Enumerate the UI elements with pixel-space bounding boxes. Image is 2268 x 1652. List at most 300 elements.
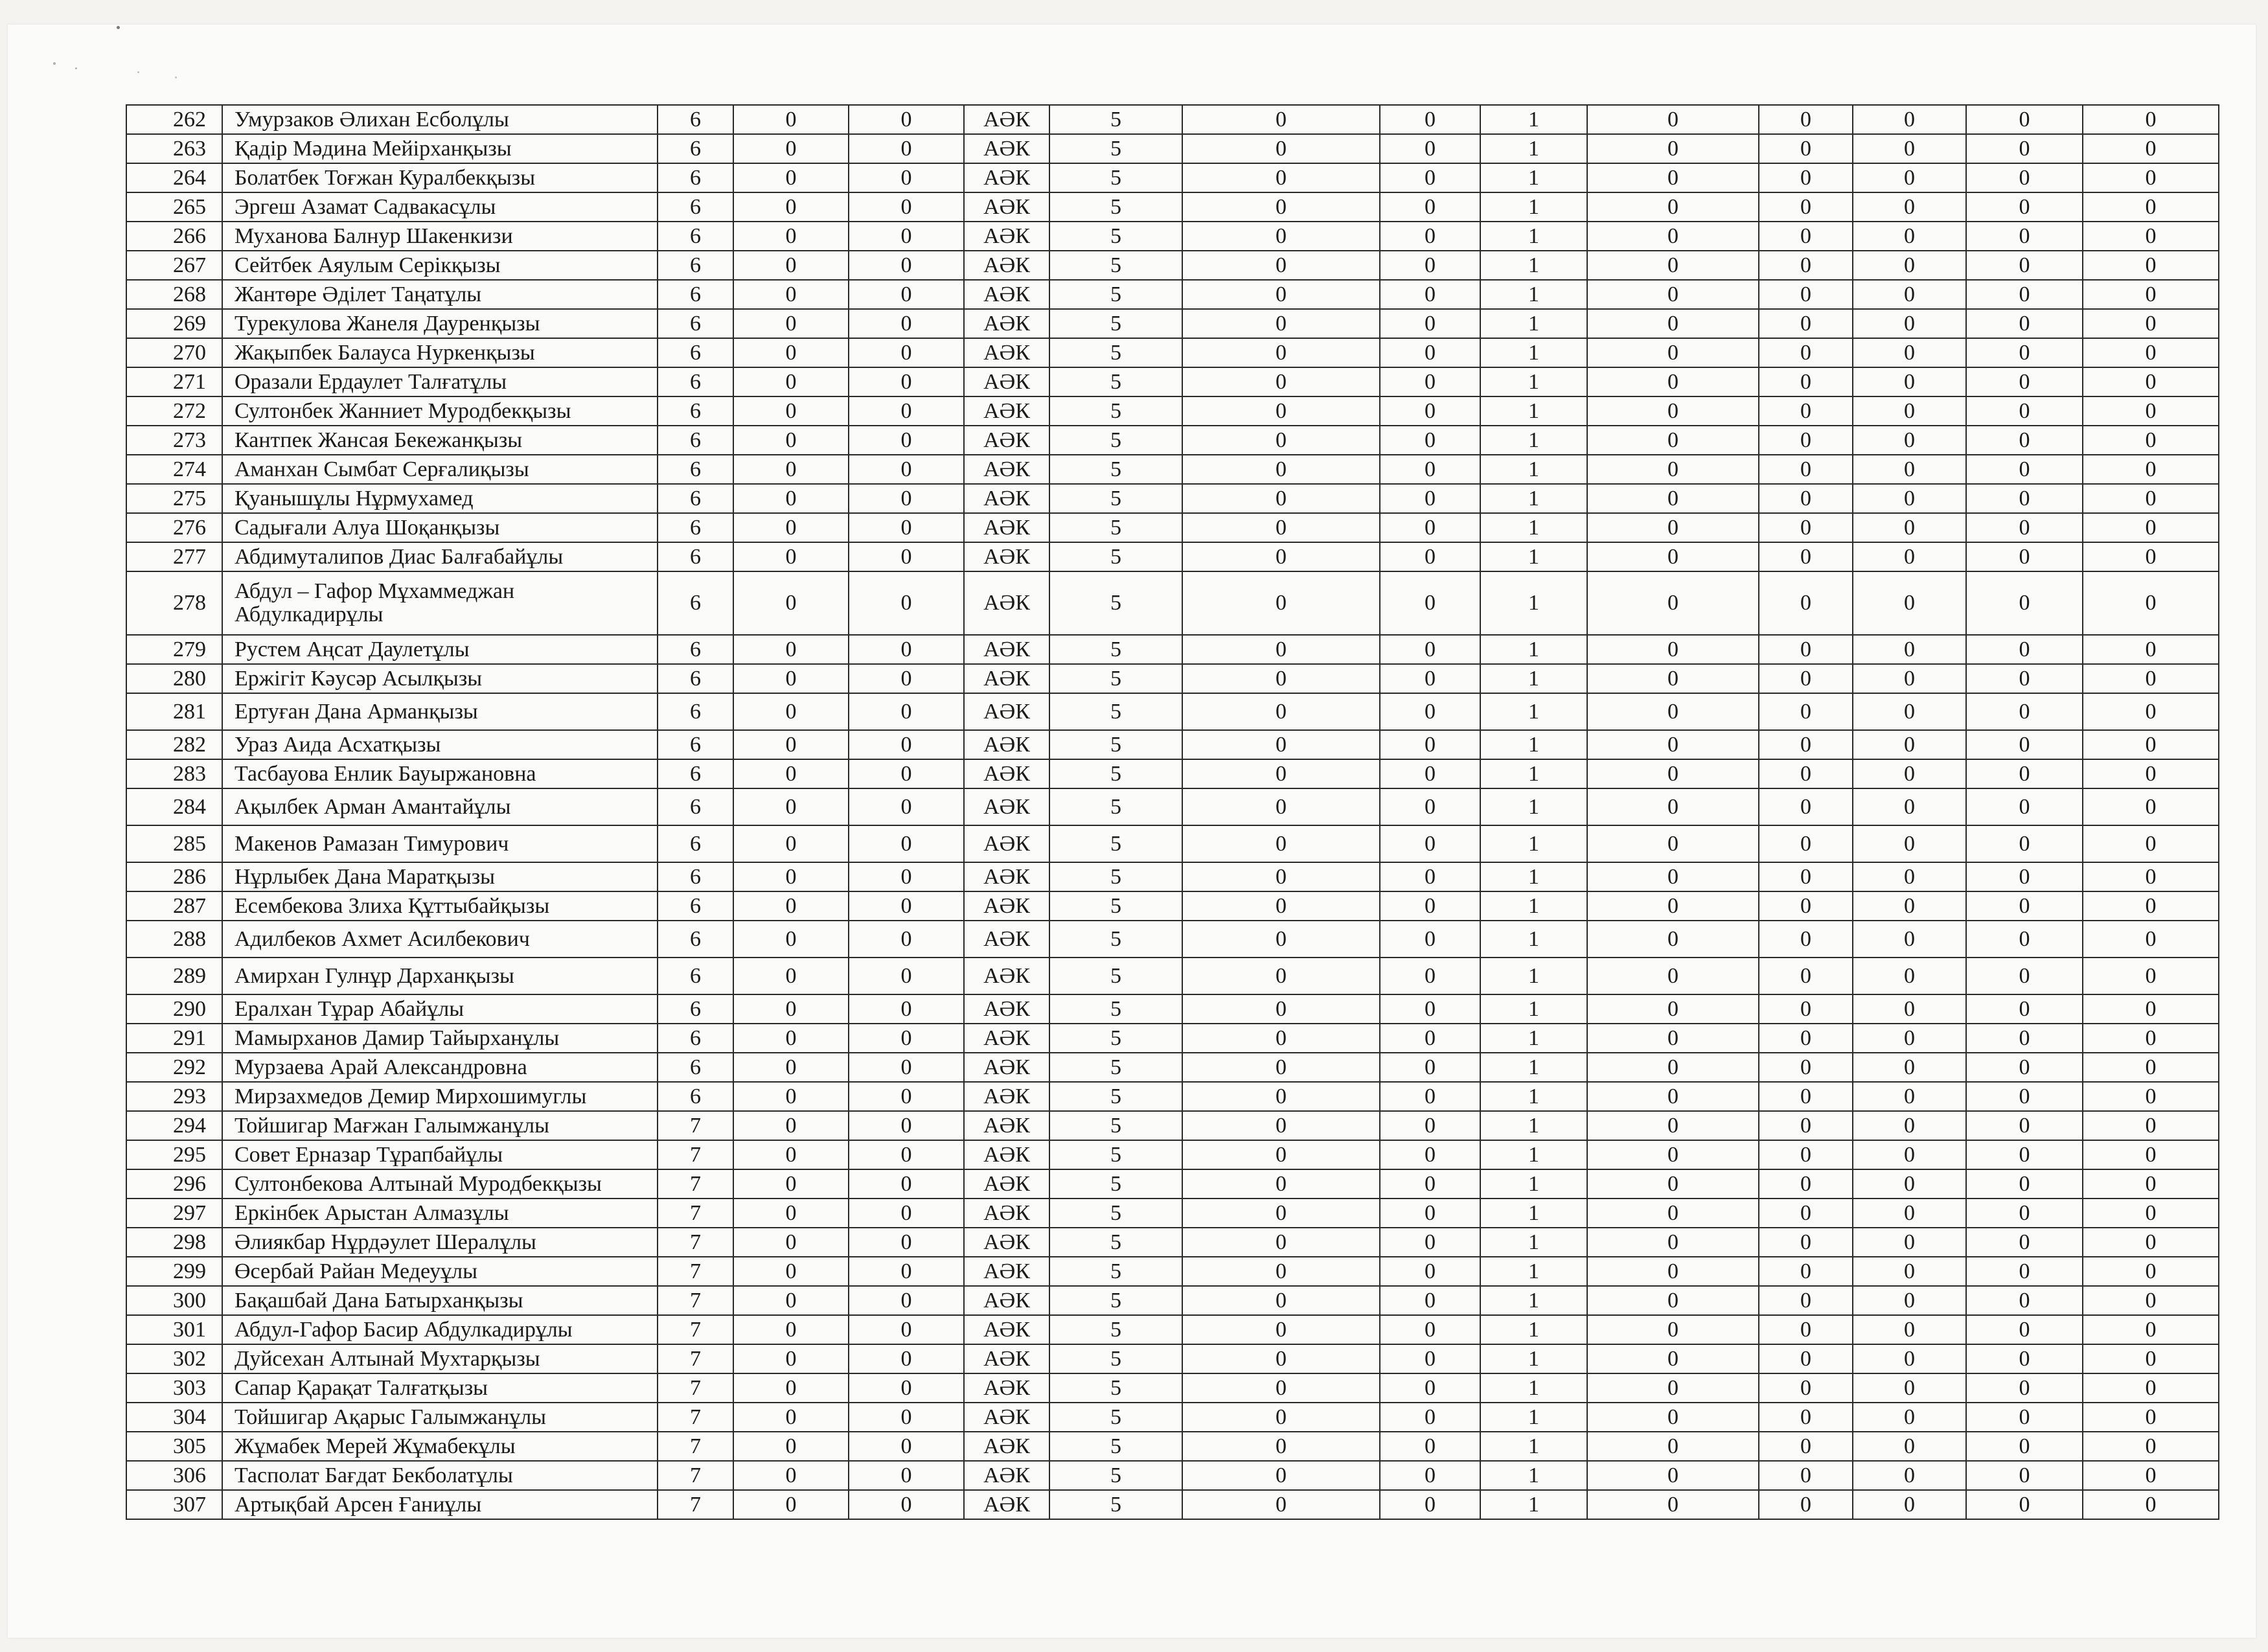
grade-cell: 6 (658, 664, 733, 693)
grade-cell: 7 (658, 1315, 733, 1344)
value-cell: 0 (1853, 309, 1966, 338)
value-cell: 0 (1587, 1286, 1759, 1315)
grade-cell: 6 (658, 222, 733, 251)
value-cell: 0 (1182, 788, 1380, 825)
value-cell: 1 (1480, 1257, 1587, 1286)
row-number: 284 (126, 788, 222, 825)
value-cell: 0 (1380, 1111, 1480, 1140)
value-cell: 0 (1182, 542, 1380, 571)
value-cell: 0 (1759, 309, 1853, 338)
value-cell: 0 (1182, 484, 1380, 513)
table-row (126, 693, 2219, 730)
row-number: 305 (126, 1432, 222, 1461)
grade-cell: 6 (658, 455, 733, 484)
language-code-cell: АӘК (964, 484, 1049, 513)
value-cell: 0 (1759, 1169, 1853, 1199)
value-cell: 0 (733, 513, 849, 542)
value-cell: 0 (2083, 571, 2219, 635)
value-cell: 0 (1853, 1432, 1966, 1461)
value-cell: 5 (1049, 367, 1182, 396)
value-cell: 0 (1966, 542, 2083, 571)
value-cell: 0 (1182, 1228, 1380, 1257)
student-name: Жұмабек Мерей Жұмабекұлы (222, 1432, 658, 1461)
language-code-cell: АӘК (964, 1344, 1049, 1373)
value-cell: 0 (2083, 1432, 2219, 1461)
value-cell: 0 (2083, 921, 2219, 958)
value-cell: 1 (1480, 730, 1587, 759)
value-cell: 0 (1759, 571, 1853, 635)
value-cell: 0 (1587, 1111, 1759, 1140)
value-cell: 0 (849, 484, 964, 513)
value-cell: 0 (733, 1461, 849, 1490)
value-cell: 0 (1966, 251, 2083, 280)
value-cell: 0 (733, 891, 849, 921)
value-cell: 0 (1853, 1286, 1966, 1315)
value-cell: 0 (849, 309, 964, 338)
value-cell: 5 (1049, 1053, 1182, 1082)
value-cell: 1 (1480, 862, 1587, 891)
value-cell: 0 (849, 1373, 964, 1403)
value-cell: 0 (1182, 891, 1380, 921)
grade-cell: 6 (658, 1053, 733, 1082)
student-name: Бақашбай Дана Батырханқызы (222, 1286, 658, 1315)
value-cell: 0 (1587, 730, 1759, 759)
table-row (126, 994, 2219, 1024)
value-cell: 0 (1966, 1082, 2083, 1111)
value-cell: 0 (1182, 1286, 1380, 1315)
student-name: Жантөре Әділет Таңатұлы (222, 280, 658, 309)
value-cell: 0 (849, 958, 964, 994)
row-number: 273 (126, 426, 222, 455)
value-cell: 0 (1380, 788, 1480, 825)
value-cell: 0 (1759, 192, 1853, 222)
value-cell: 0 (1759, 664, 1853, 693)
language-code-cell: АӘК (964, 1111, 1049, 1140)
student-name: Амирхан Гулнұр Дарханқызы (222, 958, 658, 994)
value-cell: 0 (1759, 1199, 1853, 1228)
value-cell: 0 (733, 1490, 849, 1519)
roster-body (126, 105, 2219, 1519)
value-cell: 0 (2083, 1228, 2219, 1257)
language-code-cell: АӘК (964, 367, 1049, 396)
value-cell: 0 (1182, 759, 1380, 788)
value-cell: 0 (849, 367, 964, 396)
value-cell: 0 (1853, 251, 1966, 280)
value-cell: 0 (849, 862, 964, 891)
value-cell: 1 (1480, 825, 1587, 862)
value-cell: 0 (1182, 1461, 1380, 1490)
student-name: Рустем Аңсат Даулетұлы (222, 635, 658, 664)
value-cell: 1 (1480, 251, 1587, 280)
value-cell: 0 (1380, 251, 1480, 280)
value-cell: 0 (2083, 1344, 2219, 1373)
value-cell: 0 (2083, 396, 2219, 426)
value-cell: 0 (1380, 367, 1480, 396)
value-cell: 0 (1182, 1344, 1380, 1373)
value-cell: 5 (1049, 222, 1182, 251)
value-cell: 0 (1966, 1344, 2083, 1373)
grade-cell: 6 (658, 635, 733, 664)
value-cell: 0 (849, 134, 964, 163)
value-cell: 5 (1049, 396, 1182, 426)
table-row (126, 891, 2219, 921)
value-cell: 0 (1759, 1490, 1853, 1519)
value-cell: 0 (733, 134, 849, 163)
language-code-cell: АӘК (964, 571, 1049, 635)
value-cell: 1 (1480, 163, 1587, 192)
value-cell: 5 (1049, 338, 1182, 367)
value-cell: 0 (1853, 1024, 1966, 1053)
value-cell: 0 (1587, 134, 1759, 163)
value-cell: 0 (1966, 513, 2083, 542)
row-number: 266 (126, 222, 222, 251)
value-cell: 0 (1966, 862, 2083, 891)
value-cell: 0 (2083, 825, 2219, 862)
value-cell: 0 (733, 958, 849, 994)
value-cell: 0 (1759, 1111, 1853, 1140)
value-cell: 0 (733, 426, 849, 455)
grade-cell: 6 (658, 862, 733, 891)
value-cell: 0 (1587, 1373, 1759, 1403)
value-cell: 0 (1759, 1373, 1853, 1403)
value-cell: 0 (2083, 134, 2219, 163)
value-cell: 0 (1380, 635, 1480, 664)
value-cell: 0 (1966, 280, 2083, 309)
value-cell: 5 (1049, 571, 1182, 635)
value-cell: 0 (1380, 1199, 1480, 1228)
value-cell: 0 (1587, 338, 1759, 367)
value-cell: 0 (2083, 280, 2219, 309)
value-cell: 0 (1587, 1053, 1759, 1082)
value-cell: 0 (1182, 134, 1380, 163)
value-cell: 0 (1966, 1432, 2083, 1461)
table-row (126, 134, 2219, 163)
value-cell: 0 (1182, 958, 1380, 994)
student-name: Сапар Қарақат Талғатқызы (222, 1373, 658, 1403)
value-cell: 0 (1587, 222, 1759, 251)
grade-cell: 6 (658, 484, 733, 513)
value-cell: 0 (1380, 825, 1480, 862)
table-row (126, 635, 2219, 664)
value-cell: 0 (1587, 921, 1759, 958)
value-cell: 1 (1480, 1199, 1587, 1228)
scan-speck (75, 67, 77, 69)
value-cell: 0 (1587, 1344, 1759, 1373)
language-code-cell: АӘК (964, 1140, 1049, 1169)
value-cell: 1 (1480, 571, 1587, 635)
value-cell: 0 (1587, 280, 1759, 309)
value-cell: 0 (1759, 759, 1853, 788)
value-cell: 5 (1049, 251, 1182, 280)
language-code-cell: АӘК (964, 825, 1049, 862)
grade-cell: 6 (658, 338, 733, 367)
table-row (126, 1461, 2219, 1490)
value-cell: 0 (1182, 1373, 1380, 1403)
value-cell: 0 (1853, 163, 1966, 192)
table-row (126, 309, 2219, 338)
value-cell: 0 (1380, 309, 1480, 338)
value-cell: 0 (849, 455, 964, 484)
language-code-cell: АӘК (964, 1257, 1049, 1286)
student-name: Артықбай Арсен Ғаниұлы (222, 1490, 658, 1519)
value-cell: 0 (1966, 484, 2083, 513)
language-code-cell: АӘК (964, 163, 1049, 192)
language-code-cell: АӘК (964, 309, 1049, 338)
value-cell: 0 (1182, 222, 1380, 251)
table-row (126, 1286, 2219, 1315)
value-cell: 0 (733, 571, 849, 635)
row-number: 296 (126, 1169, 222, 1199)
table-row (126, 1228, 2219, 1257)
value-cell: 0 (1380, 664, 1480, 693)
grade-cell: 7 (658, 1432, 733, 1461)
value-cell: 0 (2083, 862, 2219, 891)
value-cell: 0 (1587, 664, 1759, 693)
value-cell: 0 (1853, 105, 1966, 134)
row-number: 292 (126, 1053, 222, 1082)
value-cell: 0 (1587, 1432, 1759, 1461)
value-cell: 0 (1759, 958, 1853, 994)
student-name: Мирзахмедов Демир Мирхошимуглы (222, 1082, 658, 1111)
value-cell: 5 (1049, 1403, 1182, 1432)
grade-cell: 6 (658, 163, 733, 192)
value-cell: 0 (1380, 484, 1480, 513)
value-cell: 0 (733, 1228, 849, 1257)
value-cell: 0 (733, 759, 849, 788)
value-cell: 0 (849, 338, 964, 367)
row-number: 271 (126, 367, 222, 396)
grade-cell: 7 (658, 1490, 733, 1519)
table-row (126, 396, 2219, 426)
value-cell: 5 (1049, 635, 1182, 664)
value-cell: 0 (733, 1286, 849, 1315)
value-cell: 0 (1759, 862, 1853, 891)
value-cell: 0 (1182, 426, 1380, 455)
value-cell: 0 (1759, 1024, 1853, 1053)
value-cell: 0 (1759, 134, 1853, 163)
value-cell: 0 (849, 396, 964, 426)
value-cell: 0 (1182, 1199, 1380, 1228)
language-code-cell: АӘК (964, 1053, 1049, 1082)
grade-cell: 7 (658, 1403, 733, 1432)
value-cell: 0 (1380, 280, 1480, 309)
value-cell: 0 (1966, 635, 2083, 664)
value-cell: 1 (1480, 455, 1587, 484)
value-cell: 0 (1182, 367, 1380, 396)
value-cell: 1 (1480, 693, 1587, 730)
value-cell: 0 (1182, 635, 1380, 664)
value-cell: 0 (849, 1228, 964, 1257)
value-cell: 0 (2083, 251, 2219, 280)
value-cell: 0 (733, 1082, 849, 1111)
row-number: 293 (126, 1082, 222, 1111)
table-row (126, 571, 2219, 635)
value-cell: 0 (1380, 1082, 1480, 1111)
value-cell: 0 (1380, 1490, 1480, 1519)
table-row (126, 1373, 2219, 1403)
value-cell: 0 (1182, 1490, 1380, 1519)
table-row (126, 1344, 2219, 1373)
value-cell: 0 (1182, 513, 1380, 542)
table-row (126, 367, 2219, 396)
student-name: Тасполат Бағдат Бекболатұлы (222, 1461, 658, 1490)
value-cell: 0 (1380, 891, 1480, 921)
student-name: Мамырханов Дамир Тайырханұлы (222, 1024, 658, 1053)
value-cell: 0 (1759, 1315, 1853, 1344)
value-cell: 5 (1049, 862, 1182, 891)
value-cell: 0 (1380, 396, 1480, 426)
value-cell: 0 (1853, 542, 1966, 571)
language-code-cell: АӘК (964, 280, 1049, 309)
value-cell: 0 (2083, 1373, 2219, 1403)
student-name: Оразали Ердаулет Талғатұлы (222, 367, 658, 396)
grade-cell: 6 (658, 994, 733, 1024)
language-code-cell: АӘК (964, 635, 1049, 664)
value-cell: 0 (2083, 759, 2219, 788)
value-cell: 0 (849, 1111, 964, 1140)
value-cell: 1 (1480, 1403, 1587, 1432)
value-cell: 0 (1587, 1461, 1759, 1490)
grade-cell: 6 (658, 825, 733, 862)
value-cell: 0 (1380, 222, 1480, 251)
value-cell: 1 (1480, 280, 1587, 309)
value-cell: 0 (1380, 1315, 1480, 1344)
row-number: 281 (126, 693, 222, 730)
value-cell: 0 (1966, 222, 2083, 251)
value-cell: 0 (1380, 958, 1480, 994)
value-cell: 0 (2083, 664, 2219, 693)
value-cell: 0 (1380, 134, 1480, 163)
student-name: Муханова Балнур Шакенкизи (222, 222, 658, 251)
value-cell: 0 (1587, 1024, 1759, 1053)
value-cell: 0 (733, 730, 849, 759)
value-cell: 0 (1587, 1082, 1759, 1111)
value-cell: 0 (1966, 1140, 2083, 1169)
value-cell: 1 (1480, 921, 1587, 958)
student-name: Кантпек Жансая Бекежанқызы (222, 426, 658, 455)
row-number: 267 (126, 251, 222, 280)
value-cell: 0 (733, 921, 849, 958)
value-cell: 0 (849, 1169, 964, 1199)
value-cell: 0 (849, 513, 964, 542)
grade-cell: 6 (658, 730, 733, 759)
language-code-cell: АӘК (964, 1199, 1049, 1228)
student-name: Ералхан Тұрар Абайұлы (222, 994, 658, 1024)
value-cell: 0 (1966, 994, 2083, 1024)
value-cell: 0 (849, 1199, 964, 1228)
value-cell: 0 (2083, 455, 2219, 484)
value-cell: 0 (1182, 163, 1380, 192)
value-cell: 5 (1049, 788, 1182, 825)
value-cell: 0 (1380, 105, 1480, 134)
value-cell: 0 (1587, 542, 1759, 571)
table-row (126, 958, 2219, 994)
grade-cell: 7 (658, 1199, 733, 1228)
value-cell: 0 (1966, 1111, 2083, 1140)
value-cell: 0 (1587, 163, 1759, 192)
value-cell: 0 (1759, 1140, 1853, 1169)
value-cell: 0 (733, 222, 849, 251)
value-cell: 0 (1759, 891, 1853, 921)
value-cell: 0 (1853, 664, 1966, 693)
row-number: 275 (126, 484, 222, 513)
value-cell: 0 (849, 192, 964, 222)
value-cell: 5 (1049, 542, 1182, 571)
value-cell: 0 (1587, 1403, 1759, 1432)
student-name: Дуйсехан Алтынай Мухтарқызы (222, 1344, 658, 1373)
table-row (126, 1140, 2219, 1169)
language-code-cell: АӘК (964, 1373, 1049, 1403)
language-code-cell: АӘК (964, 222, 1049, 251)
student-name: Ақылбек Арман Амантайұлы (222, 788, 658, 825)
value-cell: 0 (2083, 1169, 2219, 1199)
table-row (126, 921, 2219, 958)
value-cell: 0 (1182, 921, 1380, 958)
student-name: Умурзаков Әлихан Есболұлы (222, 105, 658, 134)
value-cell: 0 (1380, 1257, 1480, 1286)
grade-cell: 7 (658, 1461, 733, 1490)
value-cell: 0 (849, 1053, 964, 1082)
value-cell: 5 (1049, 1373, 1182, 1403)
value-cell: 0 (1380, 426, 1480, 455)
value-cell: 0 (733, 1199, 849, 1228)
value-cell: 0 (1853, 693, 1966, 730)
grade-cell: 6 (658, 134, 733, 163)
value-cell: 0 (1759, 788, 1853, 825)
value-cell: 1 (1480, 105, 1587, 134)
value-cell: 0 (2083, 1286, 2219, 1315)
value-cell: 1 (1480, 222, 1587, 251)
value-cell: 1 (1480, 192, 1587, 222)
value-cell: 0 (1587, 455, 1759, 484)
student-name: Ураз Аида Асхатқызы (222, 730, 658, 759)
value-cell: 0 (1380, 862, 1480, 891)
row-number: 268 (126, 280, 222, 309)
value-cell: 0 (1759, 1053, 1853, 1082)
value-cell: 0 (849, 222, 964, 251)
table-row (126, 1403, 2219, 1432)
value-cell: 0 (1182, 1140, 1380, 1169)
value-cell: 0 (1759, 455, 1853, 484)
value-cell: 5 (1049, 1111, 1182, 1140)
row-number: 272 (126, 396, 222, 426)
row-number: 297 (126, 1199, 222, 1228)
value-cell: 0 (1182, 730, 1380, 759)
table-row (126, 759, 2219, 788)
language-code-cell: АӘК (964, 1490, 1049, 1519)
value-cell: 1 (1480, 396, 1587, 426)
table-row (126, 338, 2219, 367)
value-cell: 0 (1759, 280, 1853, 309)
grade-cell: 7 (658, 1228, 733, 1257)
value-cell: 0 (733, 192, 849, 222)
value-cell: 0 (1182, 1053, 1380, 1082)
value-cell: 0 (1182, 1082, 1380, 1111)
table-row (126, 1053, 2219, 1082)
grade-cell: 6 (658, 396, 733, 426)
language-code-cell: АӘК (964, 455, 1049, 484)
value-cell: 0 (1182, 396, 1380, 426)
value-cell: 0 (1853, 958, 1966, 994)
grade-cell: 7 (658, 1140, 733, 1169)
value-cell: 0 (1182, 1169, 1380, 1199)
value-cell: 5 (1049, 1344, 1182, 1373)
language-code-cell: АӘК (964, 1315, 1049, 1344)
value-cell: 0 (1966, 1024, 2083, 1053)
value-cell: 1 (1480, 788, 1587, 825)
value-cell: 0 (1966, 1286, 2083, 1315)
value-cell: 1 (1480, 309, 1587, 338)
